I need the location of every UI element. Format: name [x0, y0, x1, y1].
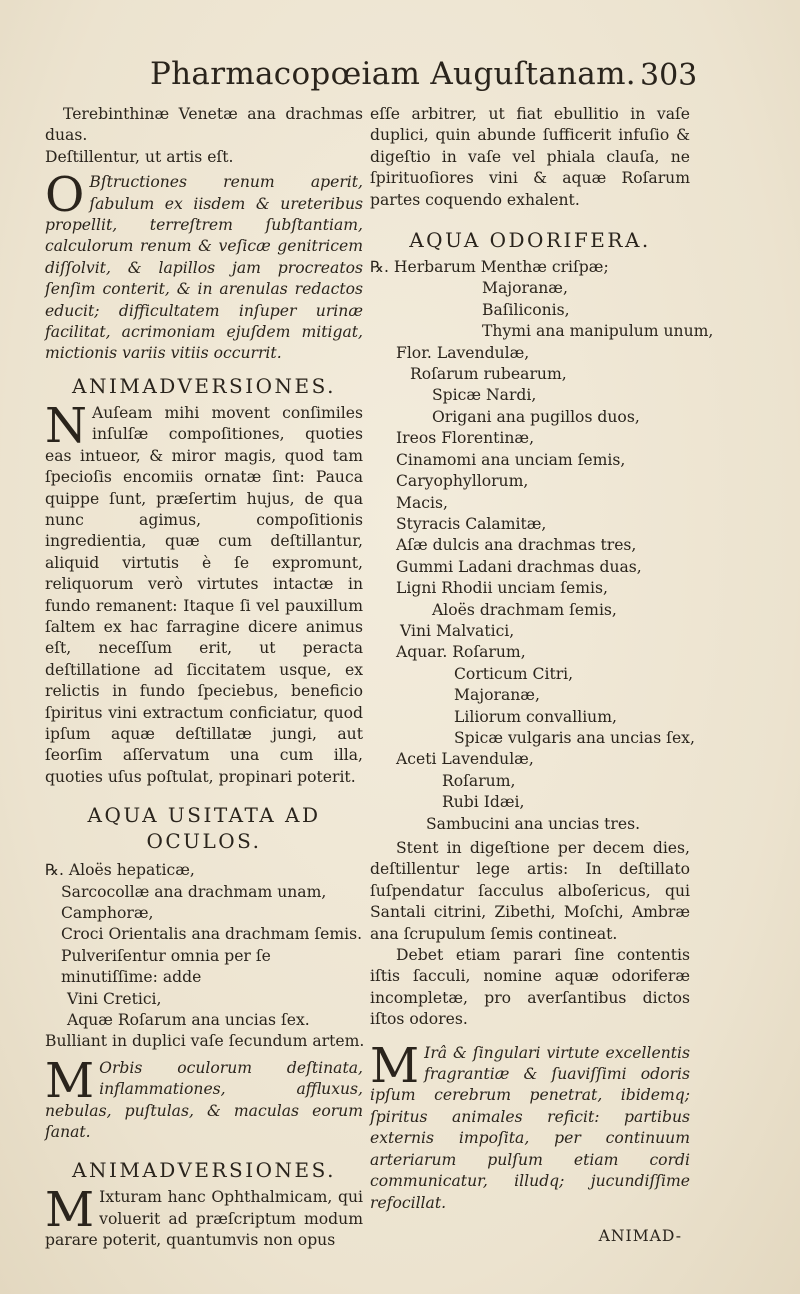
right-column: [370, 104, 714, 1247]
recipe-line: Aſæ dulcis ana drachmas tres,: [396, 536, 637, 555]
recipe-line: Macis,: [396, 493, 448, 512]
recipe-line: Pulveriſentur omnia per ſe minutiſſime: adde: [61, 946, 271, 987]
animadversiones-text: Auſeam mihi movent conſimiles inſulſæ compoſitiones, quoties eas intueor, & miror magis, quod tam ſpecioſis encomiis ornatæ ſint: Pauca quippe ſunt, præſertim hujus, de qua nunc agimus, compoſitionis ingredientia, quæ cum deſtillantur, aliquid virtutis è ſe expromunt, reliquorum verò virtutes intactæ in fundo remanent: Itaque ſi vel pauxillum ſaltem ex hac farragine dicere animus eſt, neceſſum erit, ut peracta deſtillatione ad ſiccitatem usque, ex relictis in fundo ſpeciebus, beneficio ſpiritus vini extractum conficiatur, quod ipſum aquæ deſtillatæ jungi, aut ſeorſim aſſervatum una cum illa, quoties uſus poſtulat, propinari poterit.: [45, 403, 363, 786]
recipe-list: [45, 860, 363, 1053]
catchword: ANIMAD-: [598, 1226, 682, 1245]
digestion-paragraph: Stent in digeſtione per decem dies, deſtillentur lege artis: In deſtillato ſuſpendatur ſacculus alboſericus, qui Santali citrini, Zibethi, Moſchi, Ambræ ana ſcrupulum ſemis contineat.: [370, 839, 690, 943]
virtues-text: Bſtructiones renum aperit, ſabulum ex iisdem & ureteribus propellit, terreſtrem ſubſtantiam, calculorum renum & veſicæ genitricem diſſolvit, & lapillos jam procreatos ſenſim conterit, & in arenulas redactos educit; difficultatem inſuper urinæ facilitat, acrimoniam ejuſdem mitigat, mictionis variis vitiis occurrit.: [45, 173, 363, 363]
section-heading-aqua-odorifera: AQUA ODORIFERA.: [409, 228, 651, 253]
usitata-animadversiones-paragraph: [45, 1182, 363, 1251]
recipe-line: ℞. Aloës hepaticæ,: [45, 861, 195, 880]
left-column: [45, 104, 363, 1252]
recipe-line: Styracis Calamitæ,: [396, 514, 547, 533]
intro-line: Terebinthinæ Venetæ ana drachmas duas.: [45, 105, 363, 145]
recipe-line: Vini Cretici,: [67, 989, 162, 1008]
recipe-line: Roſarum,: [442, 771, 516, 790]
drop-cap: N: [45, 397, 87, 454]
recipe-line: Thymi ana manipulum unum,: [482, 322, 714, 341]
animadversiones-paragraph: [45, 397, 363, 788]
recipe-line: Sambucini ana uncias tres.: [426, 814, 641, 833]
recipe-line: Camphoræ,: [61, 904, 154, 922]
recipe-line: Spicæ Nardi,: [432, 386, 537, 405]
recipe-line: Aquar. Roſarum,: [396, 643, 526, 662]
virtues-paragraph: [45, 167, 363, 365]
recipe-line: Croci Orientalis ana drachmam ſemis.: [61, 925, 363, 944]
usitata-animadversiones-text: Ixturam hanc Ophthalmicam, qui voluerit ad præſcriptum modum parare poterit, quantumvis non opus: [45, 1188, 363, 1250]
recipe-line: Aquæ Roſarum ana uncias ſex.: [67, 1011, 310, 1030]
recipe-line: Majoranæ,: [482, 279, 568, 298]
recipe-line: Bulliant in duplici vaſe ſecundum artem.: [45, 1032, 365, 1051]
continuation-paragraph: eſſe arbitrer, ut fiat ebullitio in vaſe duplici, quin abunde ſufficerit infuſio & digeſtio in vaſe vel phiala clauſa, ne ſpirituoſiores vini & aquæ Roſarum partes coquendo exhalent.: [370, 105, 690, 209]
recipe-line: Aloës drachmam ſemis,: [432, 600, 617, 619]
section-heading-animadversiones-1: ANIMADVERSIONES.: [72, 373, 336, 398]
recipe-line: ℞. Herbarum Menthæ criſpæ;: [370, 258, 609, 277]
recipe-line: Gummi Ladani drachmas duas,: [396, 557, 642, 576]
recipe-line: Caryophyllorum,: [396, 472, 529, 491]
recipe-line: Origani ana pugillos duos,: [432, 407, 640, 426]
recipe-line: Flor. Lavendulæ,: [396, 343, 530, 362]
drop-cap: M: [45, 1182, 95, 1239]
usitata-virtues-text: Orbis oculorum deſtinata, inflammationes, affluxus, nebulas, puſtulas, & maculas eorum ſanat.: [45, 1058, 363, 1142]
recipe-line: Liliorum convallium,: [454, 707, 617, 726]
recipe-line: Spicæ vulgaris ana uncias ſex,: [454, 728, 695, 747]
recipe-line: Cinamomi ana unciam ſemis,: [396, 450, 626, 469]
recipe-line: Rubi Idæi,: [442, 793, 525, 812]
recipe-line: Majoranæ,: [454, 686, 540, 705]
running-head: Pharmacopœiam Auguſtanam.: [150, 56, 636, 92]
drop-cap: M: [45, 1052, 95, 1109]
recipe-line: Baſiliconis,: [482, 300, 570, 319]
recipe-line: Sarcocollæ ana drachmam unam,: [61, 882, 327, 901]
section-heading-animadversiones-2: ANIMADVERSIONES.: [72, 1158, 336, 1183]
intro-end-line: Deſtillentur, ut artis eſt.: [45, 147, 234, 166]
section-heading-aqua-usitata: AQUA USITATA AD OCULOS.: [87, 803, 321, 854]
recipe-line: Ligni Rhodii unciam ſemis,: [396, 579, 608, 598]
drop-cap: M: [370, 1037, 420, 1094]
incomplete-water-paragraph: Debet etiam parari ſine contentis iſtis ſacculi, nomine aquæ odoriferæ incompletæ, pro averſantibus dictos iſtos odores.: [370, 946, 690, 1029]
recipe-line: Aceti Lavendulæ,: [396, 750, 534, 769]
recipe-line: Corticum Citri,: [454, 664, 574, 683]
odorifera-virtues-text: Irâ & ſingulari virtute excellentis fragrantiæ & ſuaviſſimi odoris ipſum cerebrum penetrat, ibidemq; ſpiritus animales reficit: partibus externis impoſita, per continuum arteriarum pulſum etiam cordi communicatur, illudq; jucundiſſime refocillat.: [370, 1043, 690, 1212]
recipe-line: Vini Malvatici,: [400, 621, 515, 640]
recipe-line: Ireos Florentinæ,: [396, 429, 535, 448]
usitata-virtues-paragraph: [45, 1052, 363, 1144]
odorifera-recipe-list: [370, 257, 714, 835]
odorifera-virtues-paragraph: [370, 1037, 690, 1214]
drop-cap: O: [45, 167, 85, 224]
page-number: 303: [640, 58, 698, 93]
recipe-line: Roſarum rubearum,: [410, 365, 567, 384]
